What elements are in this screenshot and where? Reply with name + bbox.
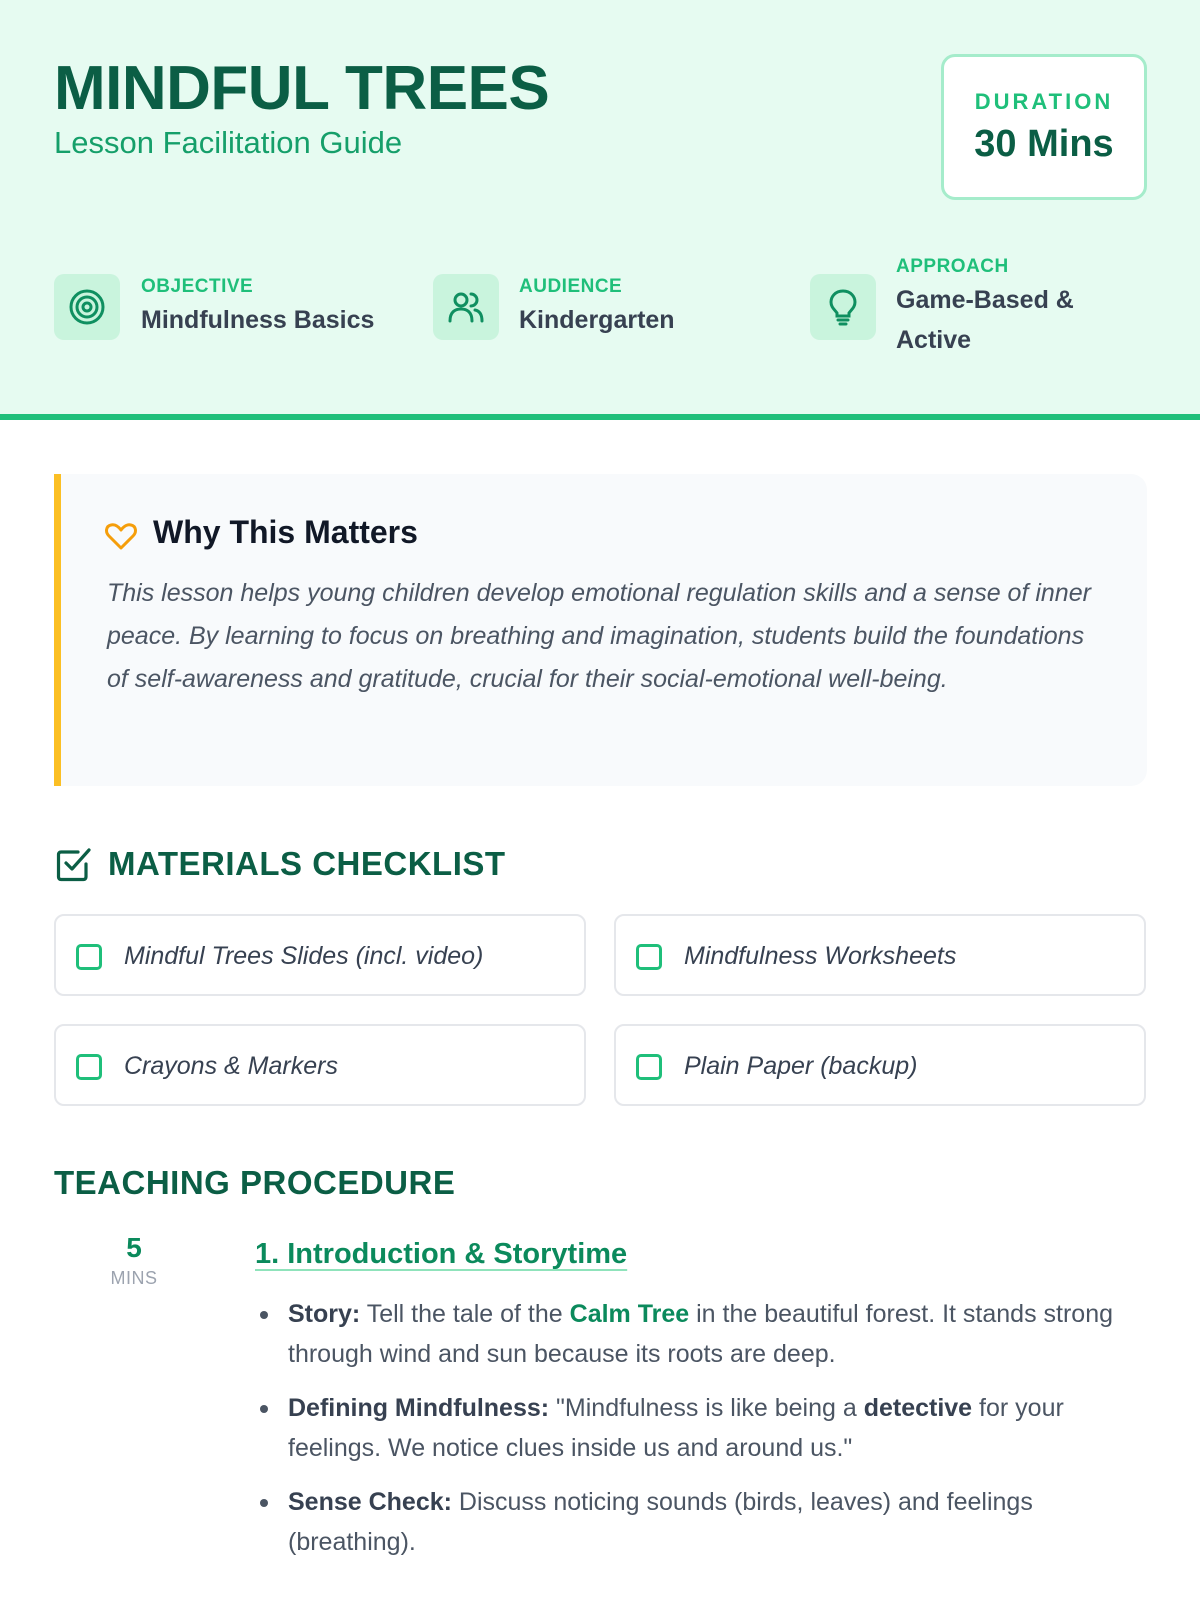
material-label: Crayons & Markers	[124, 1052, 338, 1080]
bullet-text: in the beautiful forest. It stands strong through wind and sun because its roots are deep.	[288, 1300, 1114, 1368]
list-item	[260, 1388, 1140, 1468]
material-checkbox[interactable]	[76, 1054, 102, 1080]
bullet-text: Discuss noticing sounds (birds, leaves) and feelings (breathing).	[288, 1488, 1033, 1556]
material-item[interactable]	[54, 914, 586, 996]
bullet-text: "Mindfulness is like being a	[549, 1394, 864, 1422]
lightbulb-icon	[810, 274, 876, 340]
procedure-title: TEACHING PROCEDURE	[54, 1164, 456, 1201]
objective-label: OBJECTIVE	[141, 276, 254, 297]
bullet-text: for your feelings. We notice clues inside us and around us."	[288, 1394, 1064, 1462]
duration-label: DURATION	[974, 89, 1114, 114]
bullet-text: Tell the tale of the	[360, 1300, 570, 1328]
step-title: 1. Introduction & Storytime	[255, 1238, 628, 1270]
material-item[interactable]	[614, 1024, 1146, 1106]
material-checkbox[interactable]	[76, 944, 102, 970]
approach-value: Game-Based & Active	[896, 286, 1074, 354]
audience-value: Kindergarten	[519, 306, 675, 334]
step-duration-value: 5	[126, 1232, 142, 1263]
objective-value: Mindfulness Basics	[141, 306, 375, 334]
material-checkbox[interactable]	[636, 944, 662, 970]
checkbox-checked-icon	[56, 846, 92, 887]
material-checkbox[interactable]	[636, 1054, 662, 1080]
audience-label: AUDIENCE	[519, 276, 623, 297]
list-item	[260, 1294, 1140, 1374]
why-title: Why This Matters	[153, 514, 418, 550]
approach-label: APPROACH	[896, 256, 1009, 277]
page-subtitle: Lesson Facilitation Guide	[54, 125, 403, 160]
duration-card	[941, 54, 1147, 200]
materials-title: MATERIALS CHECKLIST	[108, 845, 506, 882]
lesson-header	[0, 0, 1200, 420]
bullet-lead: Defining Mindfulness:	[288, 1394, 550, 1422]
duration-value: 30 Mins	[974, 123, 1114, 165]
material-item[interactable]	[54, 1024, 586, 1106]
why-body: This lesson helps young children develop emotional regulation skills and a sense of inner peace. By learning to focus on breathing and imagination, students build the foundations of self-awareness and gratitude, crucial for their social-emotional well-being.	[107, 579, 1091, 693]
material-label: Mindfulness Worksheets	[684, 942, 957, 970]
bullet-lead: Sense Check:	[288, 1488, 452, 1516]
target-icon	[54, 274, 120, 340]
bullet-highlight: Calm Tree	[569, 1300, 690, 1328]
material-item[interactable]	[614, 914, 1146, 996]
bullet-lead: Story:	[288, 1300, 361, 1328]
page-title: MINDFUL TREES	[54, 54, 550, 123]
list-item	[260, 1482, 1140, 1562]
step-duration-unit: MINS	[110, 1268, 158, 1288]
heart-icon	[105, 522, 137, 555]
step-bullet-list	[260, 1294, 1140, 1576]
material-label: Plain Paper (backup)	[684, 1052, 918, 1080]
users-icon	[433, 274, 499, 340]
bullet-highlight: detective	[863, 1394, 973, 1422]
material-label: Mindful Trees Slides (incl. video)	[124, 942, 484, 970]
why-this-matters-card	[54, 474, 1147, 786]
